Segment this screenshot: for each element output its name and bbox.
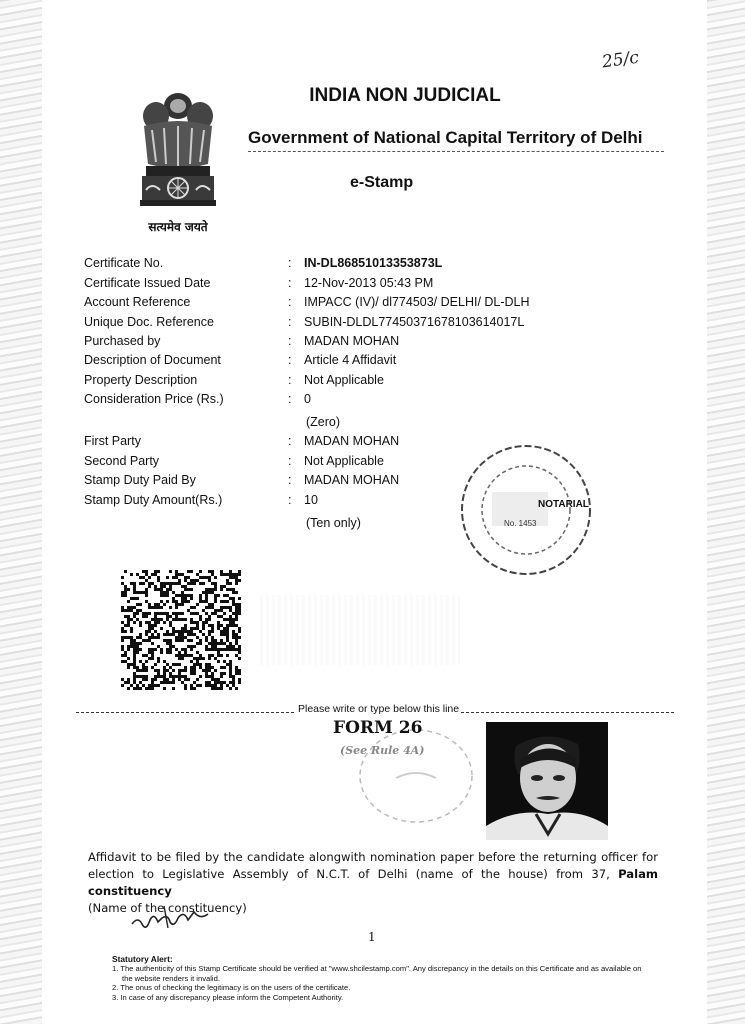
- alert-item: 3. In case of any discrepancy please inform the Competent Authority.: [112, 992, 344, 1002]
- decorative-border-left: [0, 0, 42, 1024]
- field-label: Description of Document: [84, 353, 221, 367]
- affidavit-note: (Name of the constituency): [88, 901, 247, 915]
- statutory-alert: [112, 955, 652, 1002]
- field-colon: :: [288, 473, 292, 487]
- field-label: Property Description: [84, 373, 198, 387]
- field-label: Consideration Price (Rs.): [84, 392, 224, 406]
- amount-in-words: (Ten only): [306, 516, 361, 530]
- alert-item: 2. The onus of checking the legitimacy is on the users of the certificate.: [112, 983, 351, 993]
- field-value: 12-Nov-2013 05:43 PM: [304, 276, 434, 290]
- field-value: 0: [304, 392, 311, 406]
- field-colon: :: [288, 334, 292, 348]
- field-colon: :: [288, 256, 292, 270]
- field-label: Certificate No.: [84, 256, 164, 270]
- candidate-photo-icon: [486, 722, 608, 840]
- document-title: INDIA NON JUDICIAL: [309, 85, 501, 106]
- field-label: Second Party: [84, 454, 160, 468]
- page-number: 1: [368, 930, 376, 944]
- alert-item: 1. The authenticity of this Stamp Certificate should be verified at "www.shcilestamp.com". Any discrepancy in the details on this Certificate and as available on the website renders it invalid.: [112, 964, 642, 983]
- faint-seal-icon: [356, 726, 476, 826]
- notary-stamp-reg: No. 1453: [504, 519, 537, 528]
- handwritten-note: 25/c: [600, 47, 641, 73]
- form-title: FORM 26: [333, 718, 423, 738]
- field-label: Certificate Issued Date: [84, 276, 211, 290]
- field-label: Purchased by: [84, 334, 161, 348]
- field-colon: :: [288, 353, 292, 367]
- field-colon: :: [288, 315, 292, 329]
- field-value: IN-DL86851013353873L: [304, 256, 443, 270]
- national-emblem-icon: [126, 86, 230, 221]
- stamp-type: e-Stamp: [350, 174, 414, 191]
- field-value: IMPACC (IV)/ dl774503/ DELHI/ DL-DLH: [304, 295, 530, 309]
- field-label: Account Reference: [84, 295, 191, 309]
- field-colon: :: [288, 295, 292, 309]
- field-value: MADAN MOHAN: [304, 334, 400, 348]
- field-value: Not Applicable: [304, 454, 384, 468]
- government-heading: Government of National Capital Territory of Delhi: [248, 128, 643, 147]
- field-label: First Party: [84, 434, 141, 448]
- field-colon: :: [288, 392, 292, 406]
- decorative-border-right: [707, 0, 745, 1024]
- field-label: Unique Doc. Reference: [84, 315, 214, 329]
- heading-underline: [248, 151, 664, 152]
- affidavit-text: Affidavit to be filed by the candidate alongwith nomination paper before the returning officer for election to Legislative Assembly of N.C.T. of Delhi (name of the house) from 37,: [88, 850, 658, 881]
- field-value: Not Applicable: [304, 373, 384, 387]
- field-colon: :: [288, 454, 292, 468]
- signature-icon: [128, 898, 228, 938]
- field-value: Article 4 Affidavit: [304, 353, 397, 367]
- faint-background-print: [260, 595, 460, 665]
- field-value: 10: [304, 493, 318, 507]
- field-colon: :: [288, 373, 292, 387]
- statutory-alert-title: Statutory Alert:: [112, 954, 173, 964]
- field-label: Stamp Duty Paid By: [84, 473, 196, 487]
- cut-line-instruction: Please write or type below this line: [298, 703, 460, 715]
- form-subtitle: (See Rule 4A): [340, 744, 425, 757]
- field-colon: :: [288, 276, 292, 290]
- field-colon: :: [288, 493, 292, 507]
- constituency-name: Palam constituency: [88, 867, 658, 898]
- consideration-in-words: (Zero): [306, 415, 341, 429]
- field-value: SUBIN-DLDL77450371678103614017L: [304, 315, 525, 329]
- field-label: Stamp Duty Amount(Rs.): [84, 493, 223, 507]
- emblem-motto: सत्यमेव जयते: [148, 220, 208, 234]
- notary-stamp-icon: [456, 440, 596, 580]
- field-value: MADAN MOHAN: [304, 473, 400, 487]
- notary-stamp-label: NOTARIAL: [538, 499, 589, 510]
- qr-code-icon: [121, 570, 241, 690]
- field-value: MADAN MOHAN: [304, 434, 400, 448]
- field-colon: :: [288, 434, 292, 448]
